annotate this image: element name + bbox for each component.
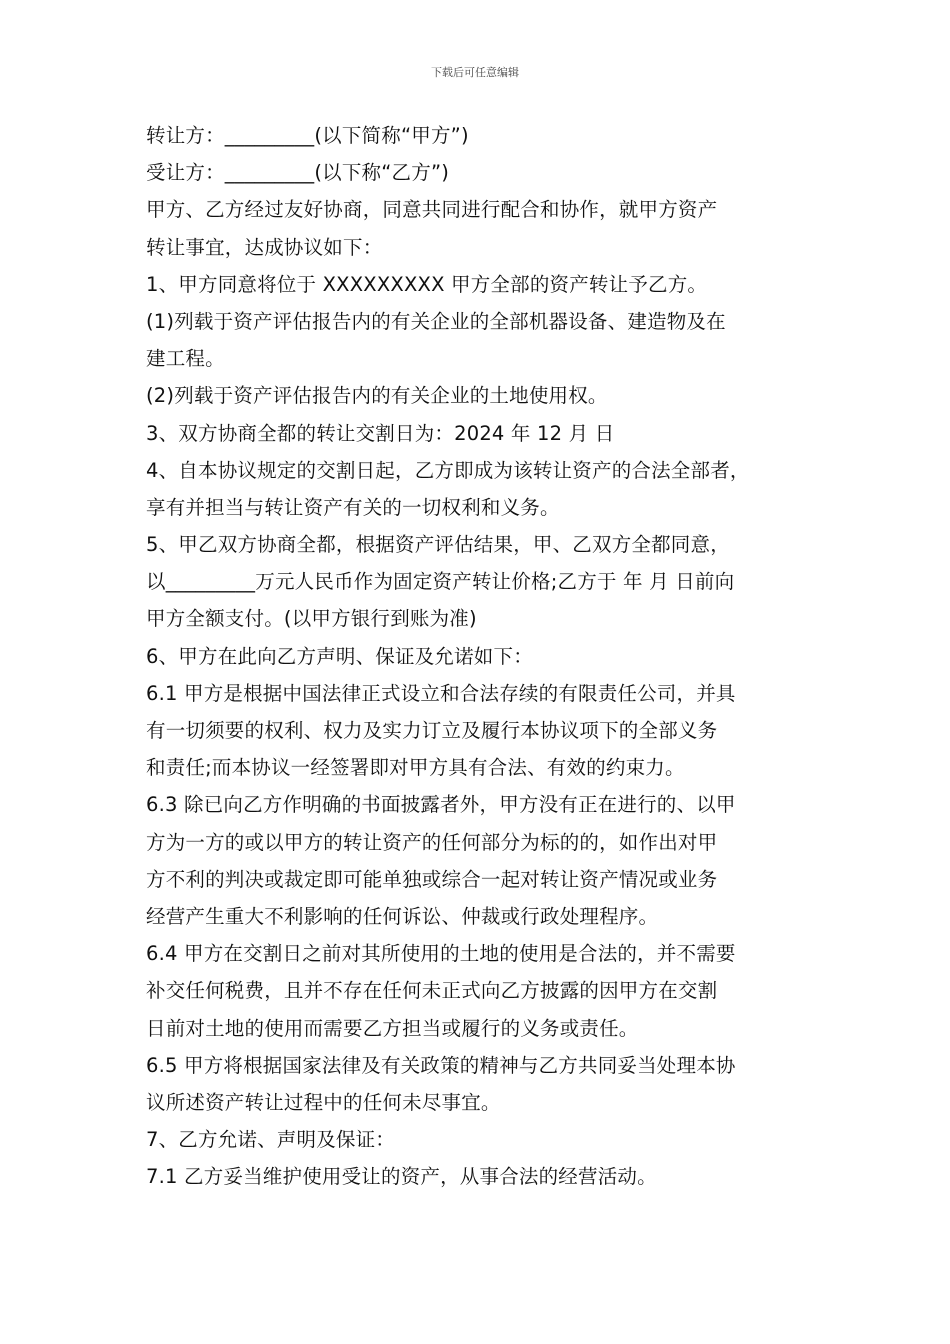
- text-line: 7、乙方允诺、声明及保证：: [146, 1128, 396, 1152]
- text-line: 6.5 甲方将根据国家法律及有关政策的精神与乙方共同妥当处理本协: [146, 1053, 736, 1077]
- text-line: 转让方：_________(以下简称“甲方”): [146, 124, 469, 147]
- page-header: 下载后可任意编辑: [431, 66, 519, 79]
- document-body: [146, 117, 816, 1195]
- text-line: 3、双方协商全都的转让交割日为：2024 年 12 月 日: [146, 421, 615, 445]
- text-line: 日前对土地的使用而需要乙方担当或履行的义务或责任。: [146, 1016, 639, 1040]
- text-line: 甲方全额支付。(以甲方银行到账为准): [146, 607, 477, 631]
- text-line: 6.3 除已向乙方作明确的书面披露者外，甲方没有正在进行的、以甲: [146, 793, 736, 817]
- text-line: 建工程。: [146, 347, 225, 371]
- text-line: (2)列载于资产评估报告内的有关企业的土地使用权。: [146, 384, 608, 408]
- text-line: 6、甲方在此向乙方声明、保证及允诺如下：: [146, 644, 533, 668]
- text-line: 转让事宜，达成协议如下：: [146, 235, 383, 259]
- text-line: 有一切须要的权利、权力及实力订立及履行本协议项下的全部义务: [146, 719, 718, 742]
- text-line: 7.1 乙方妥当维护使用受让的资产，从事合法的经营活动。: [146, 1165, 657, 1189]
- text-line: 4、自本协议规定的交割日起，乙方即成为该转让资产的合法全部者，: [146, 458, 750, 482]
- text-line: 甲方、乙方经过友好协商，同意共同进行配合和协作，就甲方资产: [146, 198, 718, 222]
- text-line: 5、甲乙双方协商全都，根据资产评估结果，甲、乙双方全都同意，: [146, 533, 730, 557]
- text-line: 和责任;而本协议一经签署即对甲方具有合法、有效的约束力。: [146, 756, 685, 780]
- text-line: 方不利的判决或裁定即可能单独或综合一起对转让资产情况或业务: [146, 867, 718, 891]
- text-line: 议所述资产转让过程中的任何未尽事宜。: [146, 1090, 501, 1114]
- text-line: 经营产生重大不利影响的任何诉讼、仲裁或行政处理程序。: [146, 904, 659, 928]
- text-line: (1)列载于资产评估报告内的有关企业的全部机器设备、建造物及在: [146, 309, 726, 333]
- text-line: 6.4 甲方在交割日之前对其所使用的土地的使用是合法的，并不需要: [146, 942, 736, 966]
- text-line: 1、甲方同意将位于 XXXXXXXXX 甲方全部的资产转让予乙方。: [146, 272, 708, 296]
- text-line: 受让方：_________(以下称“乙方”): [146, 161, 450, 185]
- text-line: 补交任何税费，且并不存在任何未正式向乙方披露的因甲方在交割: [146, 979, 718, 1003]
- text-line: 6.1 甲方是根据中国法律正式设立和合法存续的有限责任公司，并具: [146, 681, 736, 705]
- text-line: 以_________万元人民币作为固定资产转让价格;乙方于 年 月 日前向: [146, 570, 735, 594]
- text-line: 方为一方的或以甲方的转让资产的任何部分为标的的，如作出对甲: [146, 830, 718, 854]
- text-line: 享有并担当与转让资产有关的一切权利和义务。: [146, 495, 560, 519]
